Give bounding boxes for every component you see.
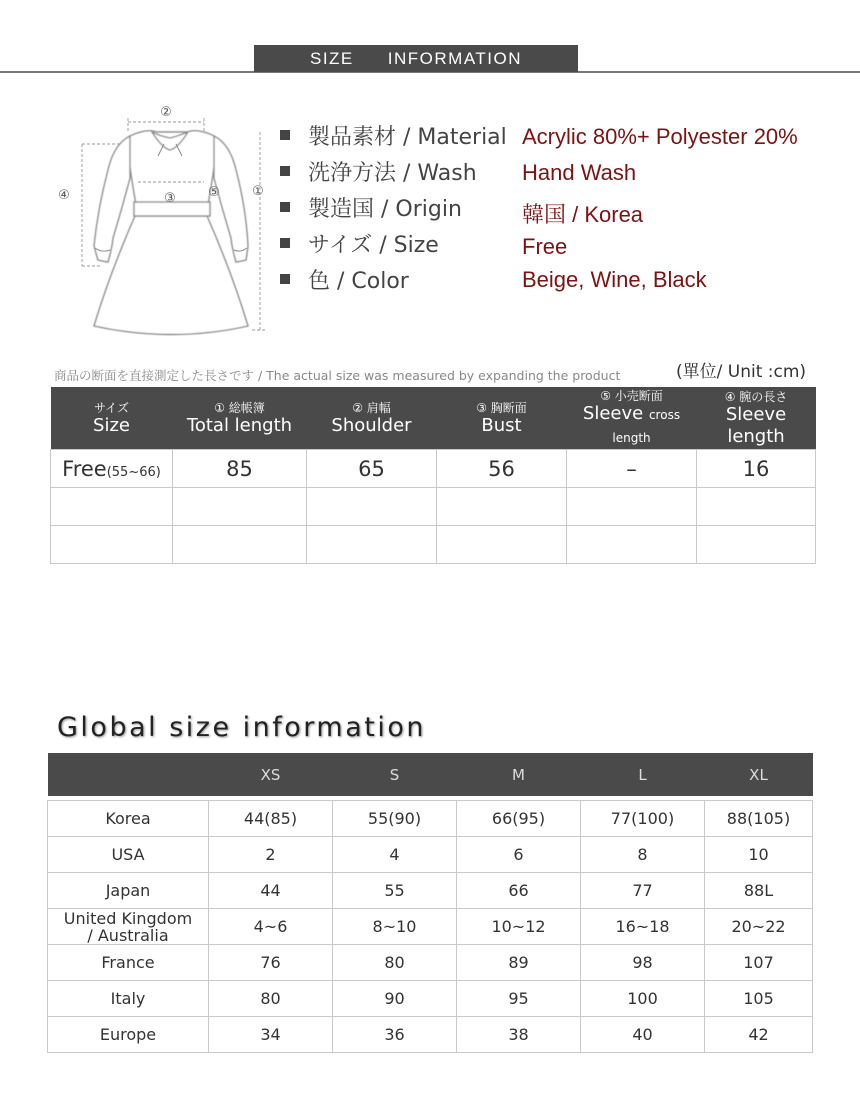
bullet-icon (280, 166, 290, 176)
dress-measurement-diagram (52, 98, 272, 348)
cell-s: 80 (333, 945, 457, 981)
bullet-icon (280, 130, 290, 140)
empty-cell (173, 526, 307, 564)
cell-country: Europe (48, 1017, 209, 1053)
cell-xs: 80 (209, 981, 333, 1017)
spec-label: 製品素材 / Material (308, 124, 507, 150)
header-size: サイズ Size (51, 387, 173, 450)
cell-xs: 34 (209, 1017, 333, 1053)
cell-m: 38 (457, 1017, 581, 1053)
spec-value-size: Free (522, 234, 568, 259)
size-table (50, 387, 816, 564)
cell-l: 8 (581, 837, 705, 873)
spec-row-origin (280, 192, 462, 222)
global-table-header (48, 753, 813, 796)
cell-country: USA (48, 837, 209, 873)
spec-row-color (280, 264, 409, 294)
empty-cell (697, 488, 816, 526)
cell-s: 55(90) (333, 801, 457, 837)
cell-country: Italy (48, 981, 209, 1017)
cell-l: 77 (581, 873, 705, 909)
header-l: L (581, 753, 705, 796)
cell-l: 98 (581, 945, 705, 981)
cell-country: United Kingdom / Australia (48, 909, 209, 945)
cell-country: Japan (48, 873, 209, 909)
cell-total-length: 85 (173, 450, 307, 488)
header-shoulder: ② 肩幅 Shoulder (307, 387, 437, 450)
cell-sleeve-cross: – (567, 450, 697, 488)
global-size-title: Global size information (57, 712, 426, 743)
cell-xl: 105 (705, 981, 813, 1017)
header-word-information: INFORMATION (387, 48, 523, 68)
header-sleeve-length: ④ 腕の長さ Sleeve length (697, 387, 816, 450)
cell-l: 77(100) (581, 801, 705, 837)
cell-xl: 10 (705, 837, 813, 873)
cell-country: France (48, 945, 209, 981)
cell-sleeve-length: 16 (697, 450, 816, 488)
cell-s: 8~10 (333, 909, 457, 945)
cell-size: Free(55~66) (51, 450, 173, 488)
cell-xl: 42 (705, 1017, 813, 1053)
empty-cell (307, 488, 437, 526)
cell-xs: 44(85) (209, 801, 333, 837)
header-m: M (457, 753, 581, 796)
header-s: S (333, 753, 457, 796)
bullet-icon (280, 202, 290, 212)
table-row-italy (48, 981, 813, 1017)
marker-sleeve-cross: ⑤ (208, 185, 220, 200)
header-xs: XS (209, 753, 333, 796)
cell-xl: 20~22 (705, 909, 813, 945)
marker-total-length: ① (252, 184, 264, 199)
cell-xl: 88L (705, 873, 813, 909)
section-header (254, 45, 578, 72)
header-total-length: ① 総帳簿 Total length (173, 387, 307, 450)
cell-l: 100 (581, 981, 705, 1017)
empty-cell (697, 526, 816, 564)
cell-m: 10~12 (457, 909, 581, 945)
header-country (48, 753, 209, 796)
spec-value-material: Acrylic 80%+ Polyester 20% (522, 124, 798, 149)
size-table-header (51, 387, 816, 450)
table-row-usa (48, 837, 813, 873)
dress-outline (94, 131, 248, 335)
spec-label: 色 / Color (308, 268, 409, 294)
cell-xs: 2 (209, 837, 333, 873)
empty-cell (51, 488, 173, 526)
table-row-korea (48, 801, 813, 837)
cell-s: 90 (333, 981, 457, 1017)
cell-xs: 76 (209, 945, 333, 981)
empty-cell (173, 488, 307, 526)
empty-cell (437, 526, 567, 564)
bullet-icon (280, 274, 290, 284)
header-sleeve-cross: ⑤ 小売断面 Sleeve cross length (567, 387, 697, 450)
table-row-europe (48, 1017, 813, 1053)
cell-s: 36 (333, 1017, 457, 1053)
cell-m: 6 (457, 837, 581, 873)
measurement-note: 商品の断面を直接測定した長さです / The actual size was measured by expanding the product (54, 368, 621, 383)
cell-s: 55 (333, 873, 457, 909)
cell-bust: 56 (437, 450, 567, 488)
cell-xl: 88(105) (705, 801, 813, 837)
cell-m: 95 (457, 981, 581, 1017)
empty-cell (437, 488, 567, 526)
cell-xs: 44 (209, 873, 333, 909)
table-row-empty (51, 526, 816, 564)
cell-country: Korea (48, 801, 209, 837)
spec-value-wash: Hand Wash (522, 160, 637, 185)
empty-cell (567, 488, 697, 526)
bullet-icon (280, 238, 290, 248)
table-row-france (48, 945, 813, 981)
spec-value-color: Beige, Wine, Black (522, 267, 707, 292)
cell-l: 16~18 (581, 909, 705, 945)
table-row-uk-australia (48, 909, 813, 945)
empty-cell (51, 526, 173, 564)
empty-cell (307, 526, 437, 564)
cell-m: 66(95) (457, 801, 581, 837)
header-word-size: SIZE (309, 48, 354, 68)
global-size-table (47, 753, 813, 1053)
spec-row-material (280, 120, 507, 150)
spec-value-origin: 韓国 / Korea (522, 202, 644, 227)
cell-shoulder: 65 (307, 450, 437, 488)
table-row-empty (51, 488, 816, 526)
cell-l: 40 (581, 1017, 705, 1053)
cell-xs: 4~6 (209, 909, 333, 945)
cell-s: 4 (333, 837, 457, 873)
spec-row-size (280, 228, 439, 258)
unit-label: (單位/ Unit :cm) (676, 362, 807, 382)
spec-label: サイズ / Size (308, 232, 439, 258)
cell-m: 89 (457, 945, 581, 981)
marker-shoulder: ② (160, 105, 172, 120)
marker-bust: ③ (164, 191, 176, 206)
header-bust: ③ 胸断面 Bust (437, 387, 567, 450)
spec-row-wash (280, 156, 477, 186)
spec-label: 製造国 / Origin (308, 196, 462, 222)
table-row-japan (48, 873, 813, 909)
marker-sleeve-length: ④ (58, 188, 70, 203)
empty-cell (567, 526, 697, 564)
spec-label: 洗浄方法 / Wash (308, 160, 477, 186)
table-row (51, 450, 816, 488)
cell-m: 66 (457, 873, 581, 909)
header-xl: XL (705, 753, 813, 796)
cell-xl: 107 (705, 945, 813, 981)
